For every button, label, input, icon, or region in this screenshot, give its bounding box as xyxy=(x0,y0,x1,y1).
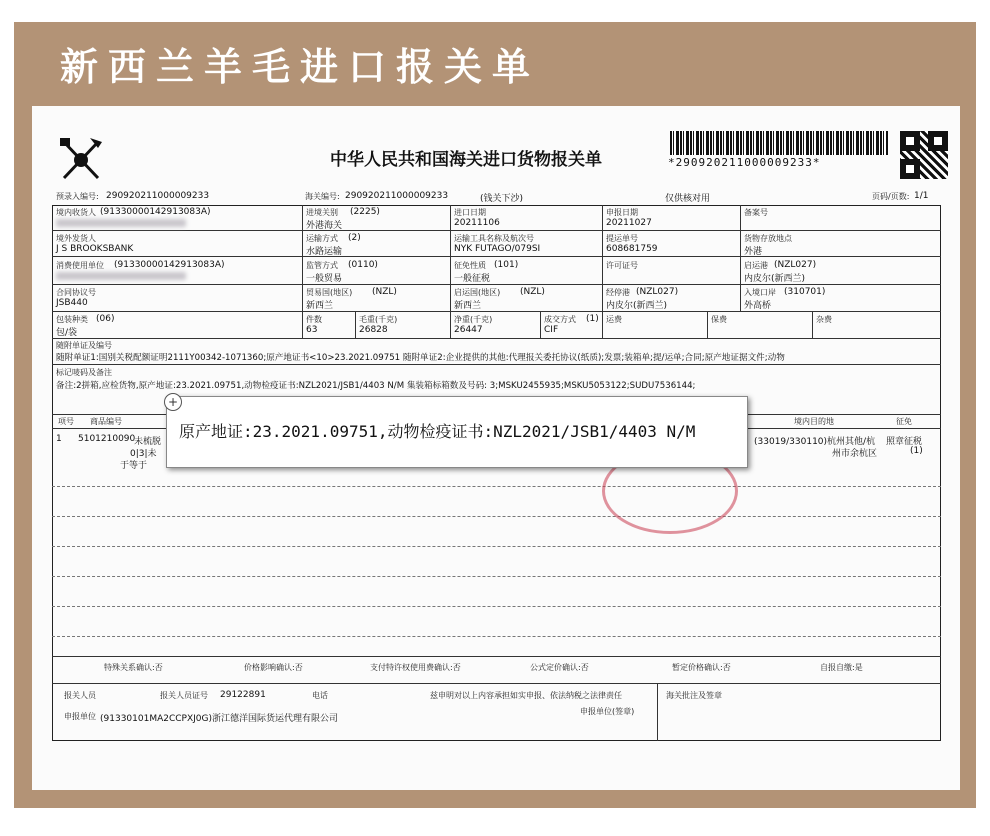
goods-row-desc1: 未梳脱 xyxy=(134,437,162,447)
col-rule xyxy=(540,311,541,338)
tax-label: 征免性质 xyxy=(454,261,486,270)
insurance-label: 保费 xyxy=(711,315,727,324)
col-rule xyxy=(707,311,708,338)
freight-label: 运费 xyxy=(606,315,622,324)
consignee-value: (91330000142913083A) xyxy=(100,207,211,217)
package-code: (06) xyxy=(96,314,115,324)
redacted-name xyxy=(56,219,186,227)
declarant-cert: 29122891 xyxy=(220,690,266,700)
bl-label: 提运单号 xyxy=(606,234,638,243)
declarant-label: 报关人员 xyxy=(64,691,96,700)
storage-label: 货物存放地点 xyxy=(744,234,792,243)
form-table xyxy=(52,205,941,741)
goods-row-dest: (33019/330110)杭州其他/杭 xyxy=(754,437,876,447)
provisional-confirm: 暂定价格确认:否 xyxy=(672,663,731,672)
origin-country-label: 启运国(地区) xyxy=(454,288,501,297)
goods-row-desc2: 0|3|未 xyxy=(130,449,157,459)
entry-port-code: (2225) xyxy=(350,207,380,217)
row-rule xyxy=(52,656,941,657)
departure-port-code: (NZL027) xyxy=(774,260,817,270)
transit-port-label: 经停港 xyxy=(606,288,630,297)
col-rule xyxy=(740,205,741,311)
gross-label: 毛重(千克) xyxy=(359,315,398,324)
license-label: 许可证号 xyxy=(606,261,638,270)
page-label: 页码/页数: xyxy=(872,192,910,201)
preentry-label: 预录入编号: xyxy=(56,192,99,201)
supervision-code: (0110) xyxy=(348,260,378,270)
transit-port-code: (NZL027) xyxy=(636,287,679,297)
entry-port-value: 外港海关 xyxy=(306,221,343,231)
goods-row-tax: 照章征税 xyxy=(886,437,923,447)
user-unit-value: (91330000142913083A) xyxy=(114,260,225,270)
deal-code: (1) xyxy=(586,314,599,324)
deal-value: CIF xyxy=(544,325,559,335)
docs-value: 随附单证1:国别关税配额证明2111Y00342-1071360;原产地证书<10>23.2021.09751 随附单证2:企业提供的其他:代理报关委托协议(纸质);发票;装箱单;提/运单;合同;原产地证据文件;动物 xyxy=(56,353,785,363)
user-unit-label: 消费使用单位 xyxy=(56,261,104,270)
doc-title: 中华人民共和国海关进口货物报关单 xyxy=(330,150,602,170)
price-influence: 价格影响确认:否 xyxy=(244,663,303,672)
vessel-label: 运输工具名称及航次号 xyxy=(454,234,534,243)
goods-col-tax: 征免 xyxy=(896,417,912,426)
declare-date-label: 申报日期 xyxy=(606,208,638,217)
transport-mode-label: 运输方式 xyxy=(306,234,338,243)
import-date-label: 进口日期 xyxy=(454,208,486,217)
entry-port2-code: (310701) xyxy=(784,287,826,297)
preentry-no: 290920211000009233 xyxy=(106,191,210,201)
banner-title: 新西兰羊毛进口报关单 xyxy=(60,45,541,89)
origin-country-code: (NZL) xyxy=(520,287,545,297)
net-value: 26447 xyxy=(454,325,483,335)
col-rule xyxy=(450,205,451,338)
consignee-label: 境内收货人 xyxy=(56,208,96,217)
zoom-popup xyxy=(166,396,748,468)
goods-col-dest: 境内目的地 xyxy=(794,417,834,426)
record-no-label: 备案号 xyxy=(744,208,768,217)
transit-port-value: 内皮尔(新西兰) xyxy=(606,301,668,311)
pieces-label: 件数 xyxy=(306,315,322,324)
qr-code xyxy=(900,131,948,179)
row-rule xyxy=(52,683,941,684)
customs-remarks: 海关批注及签章 xyxy=(666,691,722,700)
row-rule xyxy=(52,311,941,312)
agent-label: 申报单位 xyxy=(64,712,96,721)
for-checking: 仅供核对用 xyxy=(665,194,711,204)
transport-mode-value: 水路运输 xyxy=(306,247,343,257)
goods-row-line xyxy=(52,546,941,547)
transport-mode-code: (2) xyxy=(348,233,361,243)
tax-value: 一般征税 xyxy=(454,274,491,284)
entry-port2-value: 外高桥 xyxy=(744,301,772,311)
import-date: 20211106 xyxy=(454,218,500,228)
goods-row-line xyxy=(52,516,941,517)
page-number: 1/1 xyxy=(914,191,929,201)
contract-label: 合同协议号 xyxy=(56,288,96,297)
origin-country-value: 新西兰 xyxy=(454,301,482,311)
net-label: 净重(千克) xyxy=(454,315,493,324)
goods-row-line xyxy=(52,576,941,577)
col-rule xyxy=(355,311,356,338)
package-label: 包装种类 xyxy=(56,315,88,324)
special-relation: 特殊关系确认:否 xyxy=(104,663,163,672)
row-rule xyxy=(52,364,941,365)
entry-port2-label: 入境口岸 xyxy=(744,288,776,297)
barcode xyxy=(670,131,888,155)
formula-confirm: 公式定价确认:否 xyxy=(530,663,589,672)
contract-value: JSB440 xyxy=(56,298,88,308)
bl-value: 608681759 xyxy=(606,244,658,254)
customs-no-label: 海关编号: xyxy=(305,192,340,201)
customs-no: 290920211000009233 xyxy=(345,191,449,201)
goods-col-item: 项号 xyxy=(58,417,74,426)
vessel-value: NYK FUTAGO/079SI xyxy=(454,244,541,254)
goods-row-dest2: 州市余杭区 xyxy=(832,449,878,459)
declare-date: 20211027 xyxy=(606,218,652,228)
supervision-value: 一般贸易 xyxy=(306,274,343,284)
col-rule xyxy=(812,311,813,338)
agent-value: (91330101MA2CCPXJ0G)浙江德洋国际货运代理有限公司 xyxy=(100,714,338,724)
royalty-confirm: 支付特许权使用费确认:否 xyxy=(370,663,461,672)
self-report: 自报自缴:是 xyxy=(820,663,863,672)
goods-row-line xyxy=(52,636,941,637)
entry-port-label: 进境关别 xyxy=(306,208,338,217)
col-rule xyxy=(602,205,603,338)
deal-label: 成交方式 xyxy=(544,315,576,324)
declarant-cert-label: 报关人员证号 xyxy=(160,691,208,700)
col-rule xyxy=(302,205,303,338)
customs-emblem-icon xyxy=(56,136,106,184)
goods-col-code: 商品编号 xyxy=(90,417,122,426)
package-value: 包/袋 xyxy=(56,328,78,338)
trade-country-label: 贸易国(地区) xyxy=(306,288,353,297)
trade-country-value: 新西兰 xyxy=(306,301,334,311)
departure-port-value: 内皮尔(新西兰) xyxy=(744,274,806,284)
trade-country-code: (NZL) xyxy=(372,287,397,297)
goods-row-line xyxy=(52,606,941,607)
zoom-popup-text: 原产地证:23.2021.09751,动物检疫证书:NZL2021/JSB1/4403 N/M xyxy=(179,422,696,441)
pieces-value: 63 xyxy=(306,325,318,335)
row-rule xyxy=(52,284,941,285)
goods-row-code: 5101210090 xyxy=(78,434,136,444)
shipper-label: 境外发货人 xyxy=(56,234,96,243)
departure-port-label: 启运港 xyxy=(744,261,768,270)
gross-value: 26828 xyxy=(359,325,388,335)
docs-label: 随附单证及编号 xyxy=(56,341,112,350)
col-rule xyxy=(657,683,658,741)
redacted-name xyxy=(56,272,186,280)
supervision-label: 监管方式 xyxy=(306,261,338,270)
marks-label: 标记唛码及备注 xyxy=(56,368,112,377)
row-rule xyxy=(52,338,941,339)
storage-value: 外港 xyxy=(744,247,763,257)
goods-row-desc3: 于等于 xyxy=(120,461,148,471)
row-rule xyxy=(52,230,941,231)
barcode-number: *290920211000009233* xyxy=(668,156,821,169)
goods-row-line xyxy=(52,486,941,487)
customs-office: (钱关下沙) xyxy=(480,194,524,204)
marks-value: 备注:2拼箱,应检货物,原产地证:23.2021.09751,动物检疫证书:NZL2021/JSB1/4403 N/M 集装箱标箱数及号码: 3;MSKU2455935;MSKU5053122;SUDU7536144; xyxy=(56,381,696,391)
shipper-value: J S BROOKSBANK xyxy=(56,244,134,254)
row-rule xyxy=(52,256,941,257)
misc-label: 杂费 xyxy=(816,315,832,324)
tax-code: (101) xyxy=(494,260,519,270)
goods-row-tax2: (1) xyxy=(910,446,923,456)
zoom-in-icon[interactable]: + xyxy=(164,393,182,411)
agent-sign: 申报单位(签章) xyxy=(580,707,635,716)
phone-label: 电话 xyxy=(312,691,328,700)
goods-row-no: 1 xyxy=(56,434,62,444)
statement: 兹申明对以上内容承担如实申报、依法纳税之法律责任 xyxy=(430,691,622,700)
